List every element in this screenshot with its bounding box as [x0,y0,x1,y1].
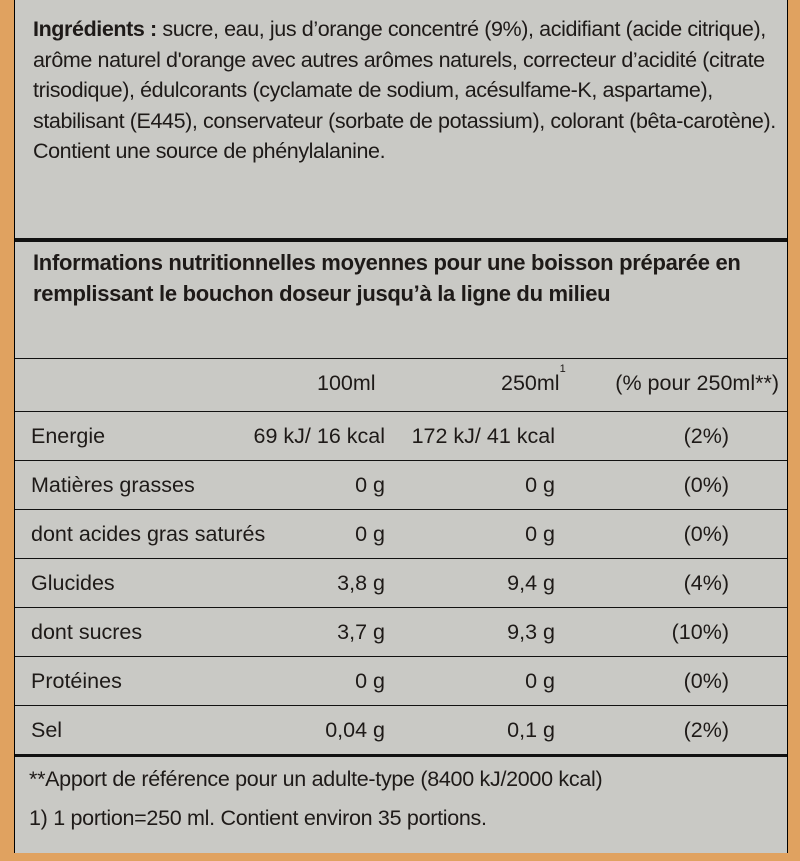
value-250ml: 9,4 g [507,571,555,595]
table-row [15,559,787,607]
value-percent: (0%) [683,522,729,546]
table-header-row [15,359,787,407]
value-100ml: 3,7 g [337,620,385,644]
nutrient-name: dont acides gras saturés [31,522,266,546]
nutrient-name: Protéines [31,669,122,693]
value-250ml: 9,3 g [507,620,555,644]
value-percent: (0%) [683,473,729,497]
value-250ml: 172 kJ/ 41 kcal [411,424,555,448]
value-100ml: 3,8 g [337,571,385,595]
table-row [15,657,787,705]
column-header-250ml: $250ml^1$ [501,363,566,395]
value-percent: (2%) [683,424,729,448]
value-percent: (10%) [671,620,729,644]
footnote-marker: 1 [559,363,566,375]
ingredients-text: sucre, eau, jus d’orange concentré (9%), acidifiant (acide citrique), arôme naturel d'orange avec autres arômes naturels, correcteur d’acidité (citrate trisodique), édulcorants (cyclamate de sodium, acésulfame-K, aspartame), stabilisant (E445), conservateur (sorbate de potassium), colorant (bêta-carotène). Contient une source de phénylalanine. [33,17,776,163]
value-100ml: 0 g [355,669,385,693]
value-250ml: 0 g [525,669,555,693]
table-row [15,461,787,509]
value-250ml: 0 g [525,473,555,497]
value-100ml: 0 g [355,473,385,497]
reference-intake-note: **Apport de référence pour un adulte-type (8400 kJ/2000 kcal) [29,767,603,791]
nutrient-name: Energie [31,424,106,448]
table-row [15,608,787,656]
table-row [15,706,787,754]
ingredients-title: Ingrédients : [33,17,157,41]
portion-note: 1) 1 portion=250 ml. Contient environ 35 portions. [29,806,487,830]
ingredients-list [33,14,781,167]
value-100ml: 69 kJ/ 16 kcal [253,424,385,448]
nutrition-label [14,0,788,853]
divider-thick [15,754,787,757]
column-header-100ml: 100ml [317,371,376,395]
value-percent: (4%) [683,571,729,595]
table-row [15,510,787,558]
value-100ml: 0 g [355,522,385,546]
value-250ml: 0 g [525,522,555,546]
value-100ml: 0,04 g [325,718,385,742]
nutrient-name: Matières grasses [31,473,195,497]
nutrient-name: dont sucres [31,620,143,644]
value-percent: (2%) [683,718,729,742]
nutrient-name: Glucides [31,571,115,595]
value-percent: (0%) [683,669,729,693]
nutrition-heading: Informations nutritionnelles moyennes pour une boisson préparée en remplissant le bouchon doseur jusqu’à la ligne du milieu [33,250,741,306]
table-row [15,412,787,460]
divider-thick [15,238,787,242]
nutrient-name: Sel [31,718,63,742]
value-250ml: 0,1 g [507,718,555,742]
footnotes [29,760,788,838]
column-header-percent: (% pour 250ml**) [615,371,779,395]
